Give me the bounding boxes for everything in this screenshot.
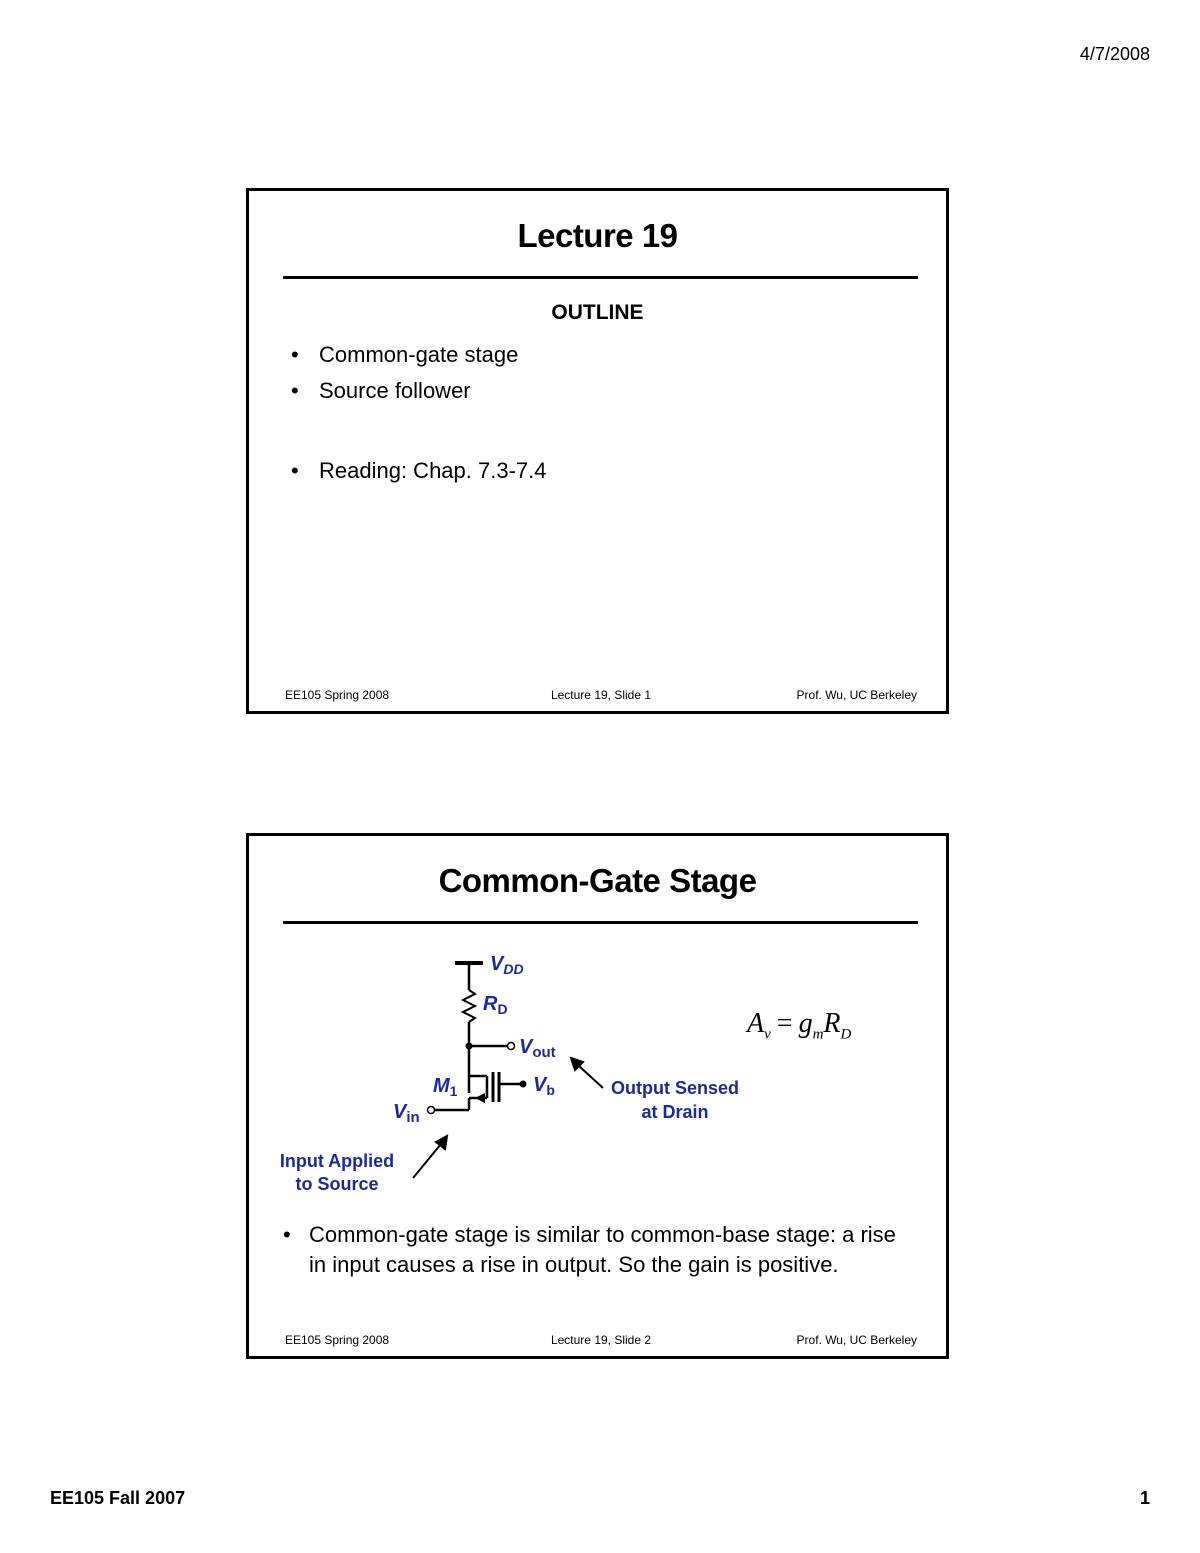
title-divider	[283, 276, 918, 279]
slide-footer-author: Prof. Wu, UC Berkeley	[796, 688, 917, 702]
slide-footer-slide-number: Lecture 19, Slide 2	[550, 1333, 652, 1347]
output-annotation-line1: Output Sensed	[610, 1078, 740, 1098]
slide-title: Common-Gate Stage	[438, 862, 757, 899]
slide-footer	[285, 1333, 917, 1349]
vdd-node-dot	[466, 1043, 473, 1050]
slide-title: Lecture 19	[517, 217, 678, 254]
slide-body	[279, 1220, 919, 1280]
list-item: • Source follower	[287, 373, 547, 409]
vout-label: $V_{out}$	[519, 1036, 556, 1061]
list-item: • Reading: Chap. 7.3-7.4	[287, 453, 547, 489]
list-item: • Common-gate stage is similar to common-base stage: a rise in input causes a rise in output. So the gain is positive.	[279, 1220, 919, 1280]
slide-1	[246, 188, 949, 714]
slide-2	[246, 833, 949, 1359]
list-item: • Common-gate stage	[287, 337, 547, 373]
page-number: 1	[1139, 1488, 1150, 1508]
page-date: 4/7/2008	[1079, 44, 1150, 64]
m1-label: $M_1$	[433, 1075, 458, 1099]
page-footer-course: EE105 Fall 2007	[50, 1488, 186, 1508]
slide-footer	[285, 688, 917, 704]
input-annotation-line1: Input Applied	[279, 1151, 395, 1171]
vdd-label: $V_{DD}$	[490, 953, 524, 977]
vb-label: $V_b$	[533, 1074, 555, 1098]
source-arrow-icon	[475, 1093, 485, 1103]
slide-footer-author: Prof. Wu, UC Berkeley	[796, 1333, 917, 1347]
common-gate-circuit-diagram	[275, 948, 755, 1198]
input-annotation-line2: to Source	[295, 1174, 379, 1194]
slide-footer-course: EE105 Spring 2008	[285, 1333, 390, 1347]
slide-footer-slide-number: Lecture 19, Slide 1	[550, 688, 652, 702]
vb-terminal-dot	[520, 1081, 527, 1088]
vin-terminal	[428, 1107, 435, 1114]
outline-list	[287, 337, 547, 489]
gain-equation: $A_v = g_mR_D$	[747, 1008, 852, 1043]
output-annotation-line2: at Drain	[641, 1102, 709, 1122]
title-divider	[283, 921, 918, 924]
outline-heading: OUTLINE	[551, 301, 644, 324]
vout-terminal	[508, 1043, 515, 1050]
rd-label: $R_D$	[483, 993, 508, 1017]
vin-label: $V_{in}$	[393, 1101, 420, 1126]
slide-footer-course: EE105 Spring 2008	[285, 688, 390, 702]
